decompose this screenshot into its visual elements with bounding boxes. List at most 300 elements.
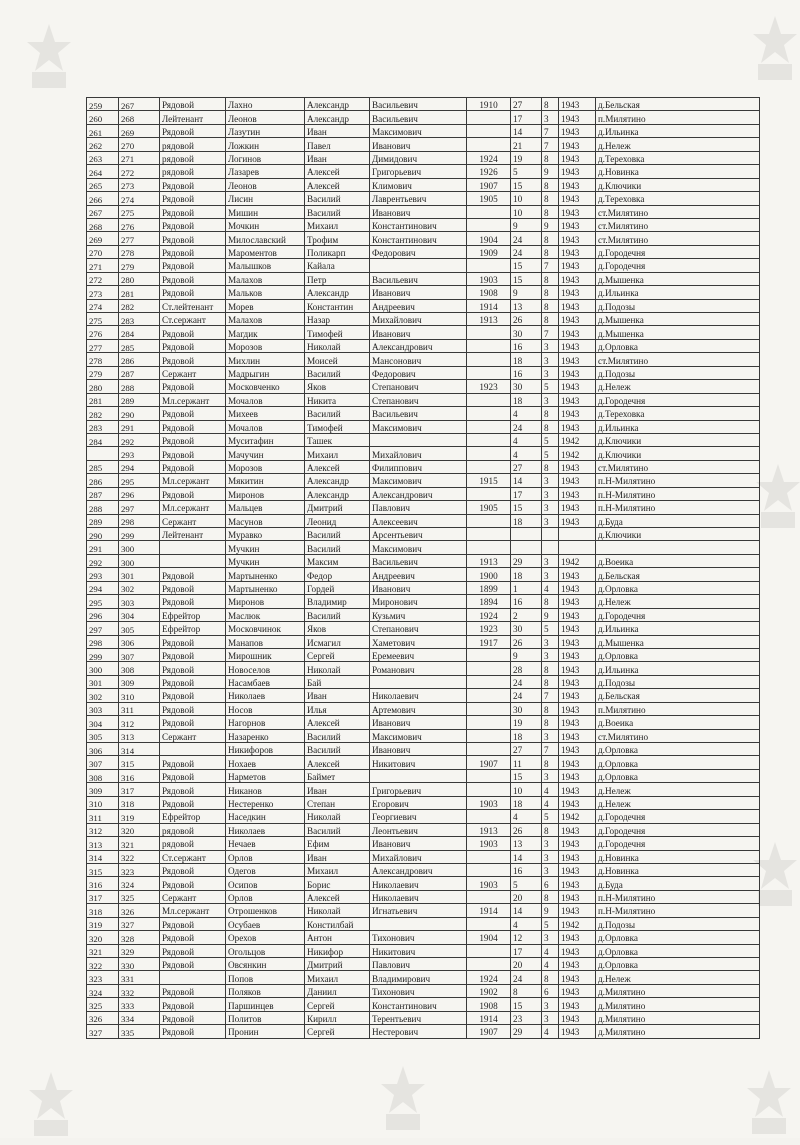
death-year: 1943 bbox=[559, 339, 596, 352]
row-number: 310 bbox=[87, 796, 119, 809]
row-number: 322 bbox=[87, 958, 119, 971]
last-name: Никифоров bbox=[226, 743, 305, 756]
death-day: 15 bbox=[511, 998, 542, 1011]
death-day: 11 bbox=[511, 756, 542, 769]
burial-place: д.Нележ bbox=[596, 595, 760, 608]
birth-year: 1900 bbox=[467, 568, 511, 581]
burial-place: д.Нележ bbox=[596, 783, 760, 796]
death-year: 1943 bbox=[559, 581, 596, 594]
death-month: 8 bbox=[542, 178, 559, 191]
table-row bbox=[87, 541, 760, 554]
list-number: 279 bbox=[119, 259, 160, 272]
first-name: Алексей bbox=[305, 460, 370, 473]
first-name: Никита bbox=[305, 393, 370, 406]
row-number: 300 bbox=[87, 662, 119, 675]
birth-year bbox=[467, 783, 511, 796]
first-name: Михаил bbox=[305, 971, 370, 984]
death-year: 1943 bbox=[559, 783, 596, 796]
table-row bbox=[87, 98, 760, 111]
death-month: 3 bbox=[542, 514, 559, 527]
table-row bbox=[87, 944, 760, 957]
death-day: 27 bbox=[511, 98, 542, 111]
rank: Рядовой bbox=[160, 958, 226, 971]
patronymic: Александрович bbox=[370, 339, 467, 352]
watermark-emblem bbox=[26, 22, 72, 92]
burial-place: д.Бельская bbox=[596, 568, 760, 581]
birth-year bbox=[467, 890, 511, 903]
burial-place: д.Милятино bbox=[596, 1025, 760, 1038]
burial-place: д.Ключики bbox=[596, 447, 760, 460]
row-number: 302 bbox=[87, 689, 119, 702]
last-name: Насамбаев bbox=[226, 675, 305, 688]
death-day: 9 bbox=[511, 648, 542, 661]
rank: Рядовой bbox=[160, 783, 226, 796]
rank: Рядовой bbox=[160, 1011, 226, 1024]
burial-place: ст.Милятино bbox=[596, 218, 760, 231]
patronymic bbox=[370, 769, 467, 782]
burial-place: д.Мышенка bbox=[596, 272, 760, 285]
first-name: Констилбай bbox=[305, 917, 370, 930]
row-number: 259 bbox=[87, 98, 119, 111]
death-day: 20 bbox=[511, 890, 542, 903]
death-year: 1943 bbox=[559, 998, 596, 1011]
patronymic: Степанович bbox=[370, 622, 467, 635]
list-number: 309 bbox=[119, 675, 160, 688]
death-day: 29 bbox=[511, 554, 542, 567]
death-day: 15 bbox=[511, 501, 542, 514]
table-row bbox=[87, 689, 760, 702]
burial-place: д.Ильинка bbox=[596, 662, 760, 675]
death-month: 7 bbox=[542, 743, 559, 756]
death-month: 8 bbox=[542, 245, 559, 258]
first-name: Поликарп bbox=[305, 245, 370, 258]
death-day: 15 bbox=[511, 769, 542, 782]
patronymic: Александрович bbox=[370, 487, 467, 500]
patronymic: Федорович bbox=[370, 245, 467, 258]
death-day: 30 bbox=[511, 702, 542, 715]
last-name: Никанов bbox=[226, 783, 305, 796]
death-day: 26 bbox=[511, 823, 542, 836]
row-number: 290 bbox=[87, 528, 119, 541]
row-number: 276 bbox=[87, 326, 119, 339]
watermark-emblem bbox=[746, 1068, 792, 1138]
burial-place: д.Мышенка bbox=[596, 635, 760, 648]
rank bbox=[160, 554, 226, 567]
patronymic: Леонтьевич bbox=[370, 823, 467, 836]
birth-year bbox=[467, 420, 511, 433]
row-number: 283 bbox=[87, 420, 119, 433]
death-year: 1943 bbox=[559, 393, 596, 406]
first-name: Сергей bbox=[305, 998, 370, 1011]
first-name: Александр bbox=[305, 286, 370, 299]
first-name: Тимофей bbox=[305, 326, 370, 339]
death-month: 3 bbox=[542, 998, 559, 1011]
last-name: Лазарев bbox=[226, 165, 305, 178]
birth-year bbox=[467, 958, 511, 971]
patronymic: Васильевич bbox=[370, 272, 467, 285]
death-day: 18 bbox=[511, 514, 542, 527]
death-day: 27 bbox=[511, 460, 542, 473]
patronymic: Константинович bbox=[370, 998, 467, 1011]
list-number: 318 bbox=[119, 796, 160, 809]
table-row bbox=[87, 904, 760, 917]
rank: Рядовой bbox=[160, 675, 226, 688]
list-number: 332 bbox=[119, 984, 160, 997]
death-year: 1943 bbox=[559, 111, 596, 124]
birth-year bbox=[467, 863, 511, 876]
table-row bbox=[87, 837, 760, 850]
rank: Рядовой bbox=[160, 407, 226, 420]
rank: Сержант bbox=[160, 514, 226, 527]
list-number: 311 bbox=[119, 702, 160, 715]
death-year: 1943 bbox=[559, 662, 596, 675]
death-month: 3 bbox=[542, 487, 559, 500]
death-year: 1943 bbox=[559, 608, 596, 621]
burial-place: д.Новинка bbox=[596, 165, 760, 178]
burial-place: д.Нележ bbox=[596, 138, 760, 151]
death-month: 4 bbox=[542, 783, 559, 796]
death-year: 1943 bbox=[559, 205, 596, 218]
burial-place: д.Орловка bbox=[596, 756, 760, 769]
rank: Рядовой bbox=[160, 568, 226, 581]
list-number: 317 bbox=[119, 783, 160, 796]
death-year: 1943 bbox=[559, 837, 596, 850]
death-day: 23 bbox=[511, 1011, 542, 1024]
death-year: 1943 bbox=[559, 218, 596, 231]
death-year: 1943 bbox=[559, 407, 596, 420]
death-month: 8 bbox=[542, 192, 559, 205]
last-name: Нагорнов bbox=[226, 716, 305, 729]
watermark-emblem bbox=[755, 462, 800, 532]
birth-year: 1904 bbox=[467, 232, 511, 245]
death-day: 16 bbox=[511, 595, 542, 608]
burial-place: п.Н-Милятино bbox=[596, 487, 760, 500]
death-year: 1943 bbox=[559, 299, 596, 312]
table-row bbox=[87, 917, 760, 930]
table-row bbox=[87, 622, 760, 635]
table-row bbox=[87, 783, 760, 796]
row-number: 303 bbox=[87, 702, 119, 715]
last-name: Нечаев bbox=[226, 837, 305, 850]
table-row bbox=[87, 998, 760, 1011]
first-name: Алексей bbox=[305, 756, 370, 769]
last-name: Назаренко bbox=[226, 729, 305, 742]
rank: Рядовой bbox=[160, 917, 226, 930]
table-row bbox=[87, 1011, 760, 1024]
patronymic: Иванович bbox=[370, 205, 467, 218]
patronymic: Тихонович bbox=[370, 931, 467, 944]
row-number: 313 bbox=[87, 837, 119, 850]
last-name: Овсянкин bbox=[226, 958, 305, 971]
burial-place: д.Орловка bbox=[596, 931, 760, 944]
table-row bbox=[87, 178, 760, 191]
last-name: Муситафин bbox=[226, 433, 305, 446]
table-row bbox=[87, 393, 760, 406]
list-number: 290 bbox=[119, 407, 160, 420]
birth-year: 1904 bbox=[467, 931, 511, 944]
death-month: 4 bbox=[542, 1025, 559, 1038]
burial-place: п.Милятино bbox=[596, 702, 760, 715]
death-month: 3 bbox=[542, 568, 559, 581]
patronymic: Максимович bbox=[370, 541, 467, 554]
row-number: 297 bbox=[87, 622, 119, 635]
death-month: 8 bbox=[542, 313, 559, 326]
patronymic: Павлович bbox=[370, 958, 467, 971]
last-name: Миронов bbox=[226, 487, 305, 500]
patronymic: Кузьмич bbox=[370, 608, 467, 621]
rank: Рядовой bbox=[160, 178, 226, 191]
list-number: 316 bbox=[119, 769, 160, 782]
row-number: 292 bbox=[87, 554, 119, 567]
table-row bbox=[87, 971, 760, 984]
rank: Рядовой bbox=[160, 245, 226, 258]
death-year: 1943 bbox=[559, 675, 596, 688]
list-number: 291 bbox=[119, 420, 160, 433]
death-month: 8 bbox=[542, 595, 559, 608]
first-name: Василий bbox=[305, 729, 370, 742]
death-month: 3 bbox=[542, 931, 559, 944]
last-name: Мочалов bbox=[226, 393, 305, 406]
burial-place: п.Н-Милятино bbox=[596, 501, 760, 514]
row-number: 270 bbox=[87, 245, 119, 258]
death-day: 30 bbox=[511, 622, 542, 635]
death-year: 1943 bbox=[559, 1011, 596, 1024]
death-month bbox=[542, 541, 559, 554]
death-year: 1943 bbox=[559, 138, 596, 151]
burial-place: ст.Милятино bbox=[596, 232, 760, 245]
list-number: 271 bbox=[119, 151, 160, 164]
first-name: Василий bbox=[305, 743, 370, 756]
list-number: 288 bbox=[119, 380, 160, 393]
death-year bbox=[559, 528, 596, 541]
rank: Рядовой bbox=[160, 877, 226, 890]
first-name: Михаил bbox=[305, 447, 370, 460]
birth-year bbox=[467, 393, 511, 406]
death-day: 19 bbox=[511, 716, 542, 729]
death-day: 16 bbox=[511, 366, 542, 379]
patronymic: Григорьевич bbox=[370, 783, 467, 796]
table-row bbox=[87, 581, 760, 594]
rank: Рядовой bbox=[160, 380, 226, 393]
row-number: 319 bbox=[87, 917, 119, 930]
list-number: 331 bbox=[119, 971, 160, 984]
table-row bbox=[87, 514, 760, 527]
death-day bbox=[511, 541, 542, 554]
table-row bbox=[87, 877, 760, 890]
death-year: 1943 bbox=[559, 689, 596, 702]
birth-year: 1910 bbox=[467, 98, 511, 111]
rank: Рядовой bbox=[160, 1025, 226, 1038]
last-name: Мочалов bbox=[226, 420, 305, 433]
birth-year bbox=[467, 810, 511, 823]
first-name: Михаил bbox=[305, 863, 370, 876]
birth-year bbox=[467, 689, 511, 702]
death-year: 1943 bbox=[559, 474, 596, 487]
first-name: Иван bbox=[305, 689, 370, 702]
first-name: Иван bbox=[305, 151, 370, 164]
death-month: 3 bbox=[542, 648, 559, 661]
first-name: Алексей bbox=[305, 178, 370, 191]
row-number: 261 bbox=[87, 124, 119, 137]
death-year: 1943 bbox=[559, 796, 596, 809]
birth-year bbox=[467, 514, 511, 527]
list-number: 335 bbox=[119, 1025, 160, 1038]
birth-year: 1903 bbox=[467, 796, 511, 809]
last-name: Малахов bbox=[226, 272, 305, 285]
death-year: 1943 bbox=[559, 595, 596, 608]
patronymic: Максимович bbox=[370, 474, 467, 487]
patronymic: Николаевич bbox=[370, 689, 467, 702]
list-number: 321 bbox=[119, 837, 160, 850]
burial-place: д.Подозы bbox=[596, 675, 760, 688]
row-number: 285 bbox=[87, 460, 119, 473]
death-year: 1943 bbox=[559, 958, 596, 971]
death-day: 14 bbox=[511, 474, 542, 487]
burial-place: д.Ключики bbox=[596, 178, 760, 191]
patronymic: Игнатьевич bbox=[370, 904, 467, 917]
birth-year bbox=[467, 138, 511, 151]
last-name: Леонов bbox=[226, 111, 305, 124]
first-name: Бай bbox=[305, 675, 370, 688]
list-number: 274 bbox=[119, 192, 160, 205]
death-day: 10 bbox=[511, 192, 542, 205]
first-name: Василий bbox=[305, 608, 370, 621]
burial-place: ст.Милятино bbox=[596, 353, 760, 366]
death-day: 26 bbox=[511, 313, 542, 326]
death-day: 30 bbox=[511, 380, 542, 393]
death-month: 8 bbox=[542, 299, 559, 312]
row-number: 281 bbox=[87, 393, 119, 406]
table-row bbox=[87, 743, 760, 756]
first-name: Алексей bbox=[305, 716, 370, 729]
burial-place: д.Городечня bbox=[596, 837, 760, 850]
birth-year bbox=[467, 205, 511, 218]
death-year: 1943 bbox=[559, 1025, 596, 1038]
last-name: Наседкин bbox=[226, 810, 305, 823]
table-row bbox=[87, 286, 760, 299]
birth-year bbox=[467, 850, 511, 863]
death-month: 8 bbox=[542, 286, 559, 299]
death-year: 1943 bbox=[559, 192, 596, 205]
death-year: 1943 bbox=[559, 890, 596, 903]
first-name: Василий bbox=[305, 205, 370, 218]
last-name: Мальков bbox=[226, 286, 305, 299]
patronymic: Терентьевич bbox=[370, 1011, 467, 1024]
rank bbox=[160, 971, 226, 984]
table-row bbox=[87, 568, 760, 581]
burial-place: д.Тереховка bbox=[596, 151, 760, 164]
patronymic: Григорьевич bbox=[370, 165, 467, 178]
patronymic: Иванович bbox=[370, 138, 467, 151]
burial-place: д.Ключики bbox=[596, 433, 760, 446]
row-number: 279 bbox=[87, 366, 119, 379]
death-year: 1943 bbox=[559, 245, 596, 258]
burial-place: д.Городечня bbox=[596, 823, 760, 836]
death-year: 1943 bbox=[559, 232, 596, 245]
last-name: Поляков bbox=[226, 984, 305, 997]
patronymic: Еремеевич bbox=[370, 648, 467, 661]
list-number: 285 bbox=[119, 339, 160, 352]
death-month: 3 bbox=[542, 353, 559, 366]
row-number: 271 bbox=[87, 259, 119, 272]
death-month: 5 bbox=[542, 447, 559, 460]
last-name: Лисин bbox=[226, 192, 305, 205]
table-row bbox=[87, 756, 760, 769]
row-number: 278 bbox=[87, 353, 119, 366]
first-name: Максим bbox=[305, 554, 370, 567]
last-name: Миронов bbox=[226, 595, 305, 608]
death-month: 8 bbox=[542, 205, 559, 218]
last-name: Мартыненко bbox=[226, 568, 305, 581]
table-row bbox=[87, 353, 760, 366]
row-number: 326 bbox=[87, 1011, 119, 1024]
birth-year: 1902 bbox=[467, 984, 511, 997]
birth-year bbox=[467, 541, 511, 554]
birth-year: 1909 bbox=[467, 245, 511, 258]
first-name: Николай bbox=[305, 339, 370, 352]
rank bbox=[160, 743, 226, 756]
table-row bbox=[87, 890, 760, 903]
first-name: Трофим bbox=[305, 232, 370, 245]
patronymic: Михайлович bbox=[370, 447, 467, 460]
rank: Сержант bbox=[160, 366, 226, 379]
death-day: 5 bbox=[511, 165, 542, 178]
death-year: 1943 bbox=[559, 568, 596, 581]
burial-place: д.Буда bbox=[596, 877, 760, 890]
patronymic: Максимович bbox=[370, 729, 467, 742]
list-number: 300 bbox=[119, 554, 160, 567]
table-row bbox=[87, 165, 760, 178]
burial-place: д.Городечня bbox=[596, 810, 760, 823]
last-name: Новоселов bbox=[226, 662, 305, 675]
birth-year bbox=[467, 218, 511, 231]
list-number: 320 bbox=[119, 823, 160, 836]
death-year: 1943 bbox=[559, 487, 596, 500]
first-name: Федор bbox=[305, 568, 370, 581]
first-name: Яков bbox=[305, 622, 370, 635]
birth-year bbox=[467, 743, 511, 756]
death-day: 26 bbox=[511, 635, 542, 648]
last-name: Мякитин bbox=[226, 474, 305, 487]
death-month: 9 bbox=[542, 904, 559, 917]
birth-year bbox=[467, 769, 511, 782]
rank: Лейтенант bbox=[160, 111, 226, 124]
death-month: 9 bbox=[542, 608, 559, 621]
death-day bbox=[511, 528, 542, 541]
row-number: 325 bbox=[87, 998, 119, 1011]
death-year: 1943 bbox=[559, 460, 596, 473]
table-row bbox=[87, 124, 760, 137]
first-name: Иван bbox=[305, 850, 370, 863]
rank: Рядовой bbox=[160, 984, 226, 997]
birth-year: 1907 bbox=[467, 756, 511, 769]
list-number: 322 bbox=[119, 850, 160, 863]
death-month: 8 bbox=[542, 420, 559, 433]
death-month: 7 bbox=[542, 138, 559, 151]
burial-place: д.Нележ bbox=[596, 796, 760, 809]
patronymic: Васильевич bbox=[370, 407, 467, 420]
first-name: Петр bbox=[305, 272, 370, 285]
burial-place: п.Н-Милятино bbox=[596, 890, 760, 903]
first-name: Сергей bbox=[305, 648, 370, 661]
last-name: Маслюк bbox=[226, 608, 305, 621]
birth-year: 1914 bbox=[467, 1011, 511, 1024]
burial-place: д.Милятино bbox=[596, 984, 760, 997]
first-name: Сергей bbox=[305, 1025, 370, 1038]
birth-year: 1917 bbox=[467, 635, 511, 648]
row-number: 315 bbox=[87, 863, 119, 876]
row-number: 316 bbox=[87, 877, 119, 890]
